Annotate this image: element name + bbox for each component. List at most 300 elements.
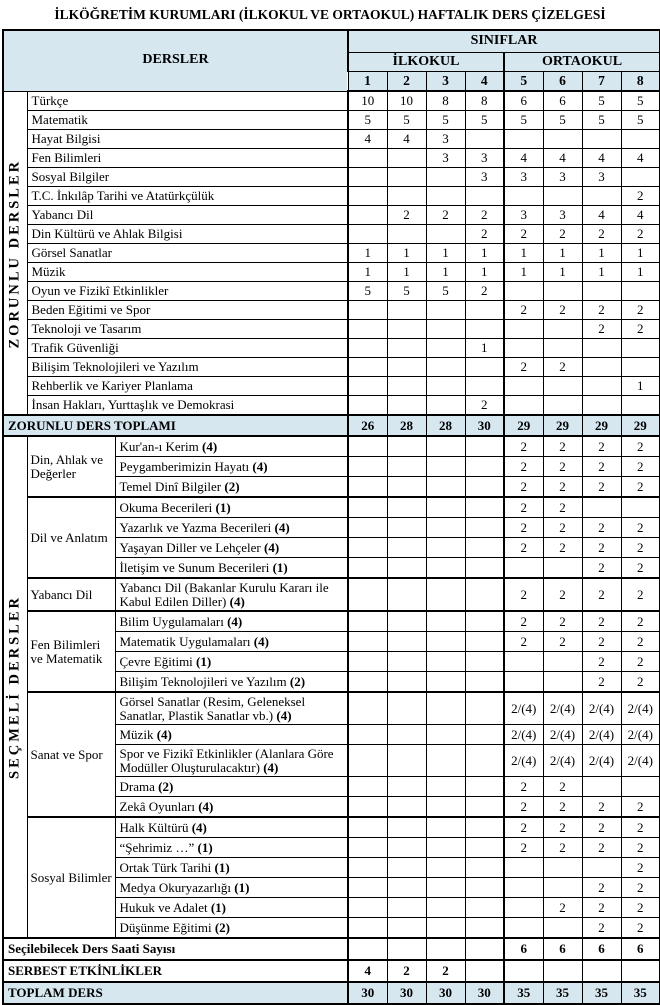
hours-value-cell	[582, 358, 621, 377]
course-hours: (4)	[264, 539, 280, 555]
hours-value-cell	[348, 632, 387, 652]
hours-value-cell	[348, 538, 387, 558]
hours-value-cell	[387, 578, 426, 611]
hours-value-cell	[426, 225, 465, 244]
hours-value-cell	[621, 130, 660, 149]
hours-value-cell: 2	[621, 838, 660, 858]
hours-value-cell	[543, 187, 582, 206]
course-name: Çevre Eğitimi (1)	[115, 652, 348, 672]
hours-value-cell: 5	[426, 111, 465, 130]
hours-value-cell: 2	[465, 225, 504, 244]
header-row-siniflar	[3, 30, 660, 53]
hours-value-cell	[426, 777, 465, 797]
hours-value-cell	[504, 878, 543, 898]
hours-value-cell	[465, 898, 504, 918]
toplam-row-value: 35	[543, 982, 582, 1004]
hours-value-cell: 2/(4)	[582, 745, 621, 777]
course-hours: (2)	[224, 478, 240, 494]
course-name: Drama (2)	[115, 777, 348, 797]
hours-value-cell	[426, 396, 465, 416]
serbest-row-label: SERBEST ETKİNLİKLER	[3, 960, 348, 982]
hours-value-cell: 4	[543, 149, 582, 168]
hours-value-cell: 3	[582, 168, 621, 187]
hours-value-cell: 1	[543, 263, 582, 282]
hours-value-cell: 2	[582, 838, 621, 858]
hours-value-cell	[582, 396, 621, 416]
course-name: Ortak Türk Tarihi (1)	[115, 858, 348, 878]
course-name: Yazarlık ve Yazma Becerileri (4)	[115, 518, 348, 538]
hours-value-cell	[387, 918, 426, 939]
grade-header-2: 2	[387, 72, 426, 92]
hours-value-cell	[426, 339, 465, 358]
hours-value-cell	[348, 301, 387, 320]
course-row	[3, 301, 660, 320]
hours-value-cell: 2	[621, 652, 660, 672]
course-hours: (2)	[289, 673, 306, 689]
toplam-row-value: 35	[504, 982, 543, 1004]
hours-value-cell	[465, 301, 504, 320]
hours-value-cell	[465, 477, 504, 498]
hours-value-cell	[504, 898, 543, 918]
hours-value-cell: 1	[426, 263, 465, 282]
section-label-zorunlu-text: ZORUNLU DERSLER	[6, 157, 23, 348]
secilebilecek-row-value: 6	[582, 938, 621, 960]
hours-value-cell: 2/(4)	[543, 692, 582, 725]
hours-value-cell: 2	[582, 558, 621, 579]
hours-value-cell	[582, 130, 621, 149]
course-name: T.C. İnkılâp Tarihi ve Atatürkçülük	[27, 187, 348, 206]
hours-value-cell: 2	[504, 518, 543, 538]
hours-value-cell	[504, 339, 543, 358]
course-name: Beden Eğitimi ve Spor	[27, 301, 348, 320]
hours-value-cell: 2	[621, 858, 660, 878]
course-name: Peygamberimizin Hayatı (4)	[115, 457, 348, 477]
hours-value-cell	[465, 725, 504, 745]
grade-header-7: 7	[582, 72, 621, 92]
hours-value-cell: 2	[621, 898, 660, 918]
course-name: Fen Bilimleri	[27, 149, 348, 168]
section-label-secmeli-text: SEÇMELİ DERSLER	[6, 595, 23, 779]
hours-value-cell: 2	[582, 457, 621, 477]
course-name: “Şehrimiz …” (1)	[115, 838, 348, 858]
hours-value-cell	[426, 187, 465, 206]
hours-value-cell	[504, 377, 543, 396]
course-hours: (4)	[263, 759, 279, 775]
hours-value-cell: 2	[582, 301, 621, 320]
hours-value-cell	[387, 558, 426, 579]
course-name: Yabancı Dil	[27, 206, 348, 225]
hours-value-cell	[387, 838, 426, 858]
hours-value-cell: 1	[465, 263, 504, 282]
hours-value-cell	[348, 858, 387, 878]
grade-header-1: 1	[348, 72, 387, 92]
serbest-row-value: 2	[426, 960, 465, 982]
hours-value-cell	[543, 320, 582, 339]
hours-value-cell	[426, 497, 465, 518]
hours-value-cell	[465, 878, 504, 898]
hours-value-cell	[387, 225, 426, 244]
hours-value-cell: 2	[543, 611, 582, 632]
hours-value-cell: 2	[621, 477, 660, 498]
course-hours: (4)	[156, 726, 172, 742]
course-hours: (4)	[274, 519, 290, 535]
hours-value-cell: 2	[504, 777, 543, 797]
course-hours: (4)	[198, 798, 214, 814]
hours-value-cell: 2	[504, 797, 543, 818]
hours-value-cell	[426, 632, 465, 652]
hours-value-cell	[387, 725, 426, 745]
course-name: Müzik	[27, 263, 348, 282]
hours-value-cell: 2	[582, 672, 621, 693]
hours-value-cell: 5	[582, 91, 621, 111]
hours-value-cell	[348, 457, 387, 477]
hours-value-cell: 2	[621, 878, 660, 898]
hours-value-cell: 3	[426, 130, 465, 149]
hours-value-cell	[465, 558, 504, 579]
toplam-row-value: 35	[582, 982, 621, 1004]
hours-value-cell: 2	[582, 578, 621, 611]
hours-value-cell	[426, 377, 465, 396]
hours-value-cell: 2	[621, 320, 660, 339]
hours-value-cell: 1	[465, 244, 504, 263]
hours-value-cell: 1	[621, 263, 660, 282]
hours-value-cell: 1	[465, 339, 504, 358]
hours-value-cell	[387, 777, 426, 797]
course-row	[3, 436, 660, 457]
hours-value-cell: 2	[504, 358, 543, 377]
hours-value-cell	[426, 672, 465, 693]
hours-value-cell: 1	[387, 244, 426, 263]
hours-value-cell	[426, 578, 465, 611]
hours-value-cell	[348, 672, 387, 693]
hours-value-cell: 2	[582, 632, 621, 652]
hours-value-cell	[621, 358, 660, 377]
hours-value-cell	[582, 497, 621, 518]
hours-value-cell: 2	[582, 898, 621, 918]
hours-value-cell: 2	[543, 358, 582, 377]
hours-value-cell: 2	[621, 187, 660, 206]
hours-value-cell: 2	[543, 578, 582, 611]
course-name: Türkçe	[27, 91, 348, 111]
zorunlu-total-value: 28	[387, 415, 426, 436]
toplam-row-value: 35	[621, 982, 660, 1004]
hours-value-cell: 8	[426, 91, 465, 111]
hours-value-cell: 2	[504, 817, 543, 838]
course-name: Müzik (4)	[115, 725, 348, 745]
hours-value-cell: 1	[348, 263, 387, 282]
hours-value-cell	[348, 436, 387, 457]
course-hours: (4)	[229, 593, 245, 609]
hours-value-cell	[348, 396, 387, 416]
hours-value-cell	[504, 320, 543, 339]
course-hours: (4)	[201, 438, 218, 454]
hours-value-cell: 2	[543, 436, 582, 457]
hours-value-cell	[348, 477, 387, 498]
hours-value-cell: 4	[621, 149, 660, 168]
hours-value-cell	[543, 130, 582, 149]
hours-value-cell: 5	[465, 111, 504, 130]
grade-header-8: 8	[621, 72, 660, 92]
hours-value-cell	[348, 339, 387, 358]
hours-value-cell	[387, 797, 426, 818]
course-name: Teknoloji ve Tasarım	[27, 320, 348, 339]
hours-value-cell: 2	[465, 282, 504, 301]
course-row	[3, 263, 660, 282]
hours-value-cell	[348, 358, 387, 377]
zorunlu-total-value: 29	[582, 415, 621, 436]
course-row	[3, 282, 660, 301]
hours-value-cell: 2	[504, 578, 543, 611]
hours-value-cell	[348, 320, 387, 339]
course-hours: (4)	[252, 458, 268, 474]
hours-value-cell	[426, 692, 465, 725]
hours-value-cell	[465, 377, 504, 396]
hours-value-cell: 2	[621, 578, 660, 611]
hours-value-cell: 2/(4)	[621, 745, 660, 777]
hours-value-cell	[426, 858, 465, 878]
course-name: Bilişim Teknolojileri ve Yazılım (2)	[115, 672, 348, 693]
course-hours: (2)	[214, 919, 231, 935]
toplam-row-value: 30	[426, 982, 465, 1004]
hours-value-cell: 2	[621, 457, 660, 477]
hours-value-cell	[426, 838, 465, 858]
course-row	[3, 692, 660, 725]
hours-value-cell: 5	[348, 282, 387, 301]
hours-value-cell: 5	[582, 111, 621, 130]
hours-value-cell	[387, 538, 426, 558]
hours-value-cell	[387, 518, 426, 538]
hours-value-cell	[465, 187, 504, 206]
hours-value-cell: 1	[621, 377, 660, 396]
course-name: Spor ve Fizikî Etkinlikler (Alanlara Göre Modüller Oluşturulacaktır) (4)	[115, 745, 348, 777]
hours-value-cell: 2/(4)	[621, 725, 660, 745]
hours-value-cell	[426, 168, 465, 187]
hours-value-cell: 2	[543, 518, 582, 538]
hours-value-cell	[426, 898, 465, 918]
hours-value-cell: 2	[543, 457, 582, 477]
group-label: Din, Ahlak ve Değerler	[27, 436, 115, 497]
hours-value-cell: 1	[387, 263, 426, 282]
hours-value-cell	[348, 725, 387, 745]
hours-value-cell: 5	[426, 282, 465, 301]
hours-value-cell	[387, 149, 426, 168]
section-label-zorunlu	[3, 91, 27, 415]
hours-value-cell: 1	[582, 263, 621, 282]
hours-value-cell	[348, 611, 387, 632]
page-title: İLKÖĞRETİM KURUMLARI (İLKOKUL VE ORTAOKUL) HAFTALIK DERS ÇİZELGESİ	[54, 7, 606, 22]
hours-value-cell	[426, 652, 465, 672]
hours-value-cell	[387, 898, 426, 918]
hours-value-cell	[465, 777, 504, 797]
hours-value-cell: 5	[621, 91, 660, 111]
hours-value-cell: 3	[543, 168, 582, 187]
hours-value-cell	[465, 130, 504, 149]
course-name: Bilim Uygulamaları (4)	[115, 611, 348, 632]
hours-value-cell	[504, 396, 543, 416]
hours-value-cell	[465, 497, 504, 518]
course-row	[3, 611, 660, 632]
hours-value-cell	[348, 206, 387, 225]
hours-value-cell	[504, 672, 543, 693]
course-hours: (1)	[272, 559, 288, 575]
secilebilecek-row-value: 6	[621, 938, 660, 960]
serbest-row	[3, 960, 660, 982]
hours-value-cell: 1	[426, 244, 465, 263]
hours-value-cell	[426, 797, 465, 818]
hours-value-cell: 1	[621, 244, 660, 263]
serbest-row-value	[582, 960, 621, 982]
section-label-secmeli	[3, 436, 27, 938]
hours-value-cell: 2	[582, 538, 621, 558]
hours-value-cell	[348, 187, 387, 206]
hours-value-cell: 1	[504, 263, 543, 282]
course-name: Din Kültürü ve Ahlak Bilgisi	[27, 225, 348, 244]
course-name: Görsel Sanatlar	[27, 244, 348, 263]
hours-value-cell	[387, 817, 426, 838]
course-row	[3, 187, 660, 206]
hours-value-cell: 2	[543, 817, 582, 838]
course-name: Sosyal Bilgiler	[27, 168, 348, 187]
hours-value-cell	[543, 558, 582, 579]
hours-value-cell: 2	[504, 301, 543, 320]
hours-value-cell: 2	[543, 477, 582, 498]
secilebilecek-row-value: 6	[504, 938, 543, 960]
hours-value-cell	[348, 918, 387, 939]
course-name: Medya Okuryazarlığı (1)	[115, 878, 348, 898]
course-row	[3, 320, 660, 339]
course-hours: (4)	[253, 633, 269, 649]
course-name: Zekâ Oyunları (4)	[115, 797, 348, 818]
hours-value-cell	[348, 149, 387, 168]
hours-value-cell	[426, 817, 465, 838]
serbest-row-value	[504, 960, 543, 982]
grade-header-6: 6	[543, 72, 582, 92]
hours-value-cell: 3	[504, 168, 543, 187]
hours-value-cell	[387, 396, 426, 416]
hours-value-cell: 3	[543, 206, 582, 225]
hours-value-cell	[426, 725, 465, 745]
zorunlu-total-value: 29	[504, 415, 543, 436]
hours-value-cell: 2/(4)	[504, 745, 543, 777]
hours-value-cell	[582, 777, 621, 797]
course-hours: (1)	[210, 899, 227, 915]
hours-value-cell: 2/(4)	[582, 692, 621, 725]
secilebilecek-row-value: 6	[543, 938, 582, 960]
hours-value-cell	[348, 578, 387, 611]
course-name: Hayat Bilgisi	[27, 130, 348, 149]
course-name: Düşünme Eğitimi (2)	[115, 918, 348, 939]
header-siniflar-cell: SINIFLAR	[348, 30, 660, 53]
hours-value-cell: 2	[543, 497, 582, 518]
hours-value-cell	[582, 187, 621, 206]
hours-value-cell: 2	[582, 320, 621, 339]
hours-value-cell	[426, 358, 465, 377]
hours-value-cell	[465, 745, 504, 777]
hours-value-cell	[387, 168, 426, 187]
group-label: Sanat ve Spor	[27, 692, 115, 817]
course-name: Yabancı Dil (Bakanlar Kurulu Kararı ile Kabul Edilen Diller) (4)	[115, 578, 348, 611]
hours-value-cell	[504, 652, 543, 672]
hours-value-cell	[426, 745, 465, 777]
hours-value-cell	[465, 652, 504, 672]
hours-value-cell: 1	[504, 244, 543, 263]
hours-value-cell	[465, 578, 504, 611]
course-name: Yaşayan Diller ve Lehçeler (4)	[115, 538, 348, 558]
course-name: Temel Dinî Bilgiler (2)	[115, 477, 348, 498]
toplam-row-label: TOPLAM DERS	[3, 982, 348, 1004]
hours-value-cell: 2	[582, 611, 621, 632]
secilebilecek-row-value	[348, 938, 387, 960]
hours-value-cell	[621, 497, 660, 518]
hours-value-cell: 2	[543, 838, 582, 858]
hours-value-cell: 2	[582, 652, 621, 672]
hours-value-cell: 3	[465, 149, 504, 168]
hours-value-cell: 2	[621, 918, 660, 939]
hours-value-cell: 4	[504, 149, 543, 168]
hours-value-cell	[465, 611, 504, 632]
hours-value-cell: 5	[387, 282, 426, 301]
zorunlu-total-row	[3, 415, 660, 436]
hours-value-cell	[348, 497, 387, 518]
hours-value-cell	[621, 168, 660, 187]
hours-value-cell	[543, 339, 582, 358]
secilebilecek-row-label: Seçilebilecek Ders Saati Sayısı	[3, 938, 348, 960]
hours-value-cell	[348, 692, 387, 725]
hours-value-cell	[387, 652, 426, 672]
hours-value-cell	[387, 611, 426, 632]
hours-value-cell: 2	[504, 497, 543, 518]
course-row	[3, 497, 660, 518]
course-hours: (1)	[214, 859, 230, 875]
group-label: Fen Bilimleri ve Matematik	[27, 611, 115, 692]
zorunlu-total-value: 26	[348, 415, 387, 436]
hours-value-cell: 4	[582, 206, 621, 225]
hours-value-cell	[426, 320, 465, 339]
hours-value-cell: 2	[582, 477, 621, 498]
hours-value-cell	[387, 436, 426, 457]
hours-value-cell: 2	[621, 797, 660, 818]
hours-value-cell: 3	[504, 206, 543, 225]
hours-value-cell	[465, 692, 504, 725]
hours-value-cell	[348, 898, 387, 918]
hours-value-cell	[387, 858, 426, 878]
hours-value-cell	[504, 558, 543, 579]
hours-value-cell: 5	[543, 111, 582, 130]
hours-value-cell	[543, 652, 582, 672]
course-name: Okuma Becerileri (1)	[115, 497, 348, 518]
course-row	[3, 244, 660, 263]
hours-value-cell	[426, 538, 465, 558]
hours-value-cell	[348, 777, 387, 797]
hours-value-cell: 4	[348, 130, 387, 149]
hours-value-cell	[426, 477, 465, 498]
serbest-row-value	[543, 960, 582, 982]
grade-header-3: 3	[426, 72, 465, 92]
course-row	[3, 130, 660, 149]
hours-value-cell	[504, 858, 543, 878]
hours-value-cell	[426, 611, 465, 632]
hours-value-cell: 5	[621, 111, 660, 130]
course-row	[3, 377, 660, 396]
hours-value-cell	[582, 377, 621, 396]
hours-value-cell	[543, 918, 582, 939]
secilebilecek-row-value	[465, 938, 504, 960]
hours-value-cell	[465, 918, 504, 939]
zorunlu-total-value: 30	[465, 415, 504, 436]
course-name: Görsel Sanatlar (Resim, Geleneksel Sanatlar, Plastik Sanatlar vb.) (4)	[115, 692, 348, 725]
hours-value-cell: 2/(4)	[543, 725, 582, 745]
hours-value-cell	[504, 187, 543, 206]
